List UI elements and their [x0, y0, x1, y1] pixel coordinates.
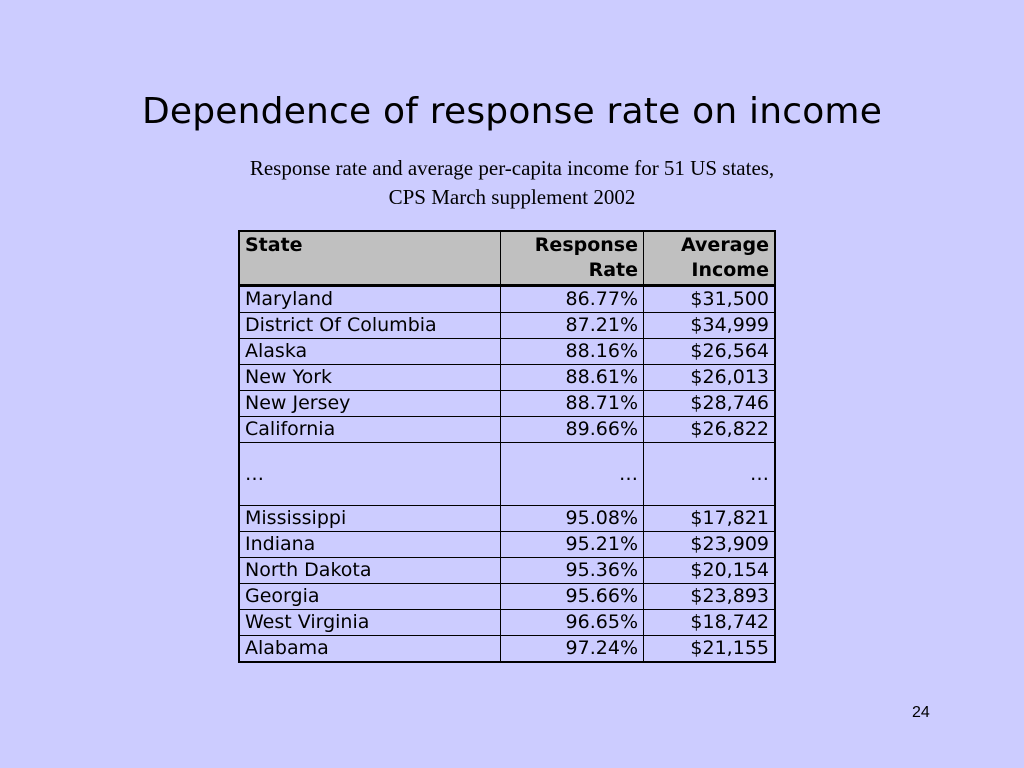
table-row: [239, 339, 775, 365]
cell-state: California: [239, 417, 501, 443]
cell-income: $28,746: [644, 391, 776, 417]
table-row: [239, 417, 775, 443]
header-rate-line-1: Response: [534, 234, 638, 256]
table-row: [239, 313, 775, 339]
table-row: [239, 558, 775, 584]
cell-income: $18,742: [644, 610, 776, 636]
cell-state: District Of Columbia: [239, 313, 501, 339]
table-row: [239, 391, 775, 417]
table-row-ellipsis: [239, 443, 775, 506]
cell-rate: 87.21%: [501, 313, 644, 339]
cell-income: $31,500: [644, 286, 776, 313]
cell-income: $20,154: [644, 558, 776, 584]
cell-rate: 88.16%: [501, 339, 644, 365]
table-row: [239, 286, 775, 313]
cell-income: $34,999: [644, 313, 776, 339]
table-row: [239, 532, 775, 558]
header-rate-line-2: Rate: [588, 259, 638, 281]
cell-income: $26,013: [644, 365, 776, 391]
table-row: [239, 506, 775, 532]
cell-state: North Dakota: [239, 558, 501, 584]
header-state: State: [239, 231, 501, 286]
cell-state: Maryland: [239, 286, 501, 313]
subtitle-line-2: CPS March supplement 2002: [388, 185, 636, 209]
table-row: [239, 584, 775, 610]
header-income-line-2: Income: [691, 259, 769, 281]
cell-income: $23,909: [644, 532, 776, 558]
header-average-income: [644, 231, 776, 286]
cell-state: Alaska: [239, 339, 501, 365]
cell-rate: 88.71%: [501, 391, 644, 417]
cell-income: $26,564: [644, 339, 776, 365]
cell-rate: 95.21%: [501, 532, 644, 558]
cell-income: $21,155: [644, 636, 776, 663]
table-header-row: [239, 231, 775, 286]
cell-state: Indiana: [239, 532, 501, 558]
cell-state: Georgia: [239, 584, 501, 610]
cell-income: $26,822: [644, 417, 776, 443]
cell-rate: 95.66%: [501, 584, 644, 610]
cell-rate: 88.61%: [501, 365, 644, 391]
page-number: 24: [912, 704, 930, 721]
cell-state: …: [239, 443, 501, 506]
table-row: [239, 610, 775, 636]
cell-state: New York: [239, 365, 501, 391]
header-income-line-1: Average: [681, 234, 769, 256]
cell-state: New Jersey: [239, 391, 501, 417]
cell-income: $17,821: [644, 506, 776, 532]
cell-rate: …: [501, 443, 644, 506]
cell-rate: 95.36%: [501, 558, 644, 584]
cell-rate: 89.66%: [501, 417, 644, 443]
header-response-rate: [501, 231, 644, 286]
slide-subtitle: [0, 154, 1024, 212]
cell-state: Mississippi: [239, 506, 501, 532]
table-row: [239, 365, 775, 391]
cell-rate: 96.65%: [501, 610, 644, 636]
cell-income: …: [644, 443, 776, 506]
cell-rate: 97.24%: [501, 636, 644, 663]
response-rate-table: [238, 230, 776, 663]
cell-income: $23,893: [644, 584, 776, 610]
cell-state: West Virginia: [239, 610, 501, 636]
subtitle-line-1: Response rate and average per-capita income for 51 US states,: [249, 156, 775, 180]
table-row: [239, 636, 775, 663]
cell-rate: 86.77%: [501, 286, 644, 313]
slide-title: Dependence of response rate on income: [141, 91, 883, 132]
cell-rate: 95.08%: [501, 506, 644, 532]
cell-state: Alabama: [239, 636, 501, 663]
